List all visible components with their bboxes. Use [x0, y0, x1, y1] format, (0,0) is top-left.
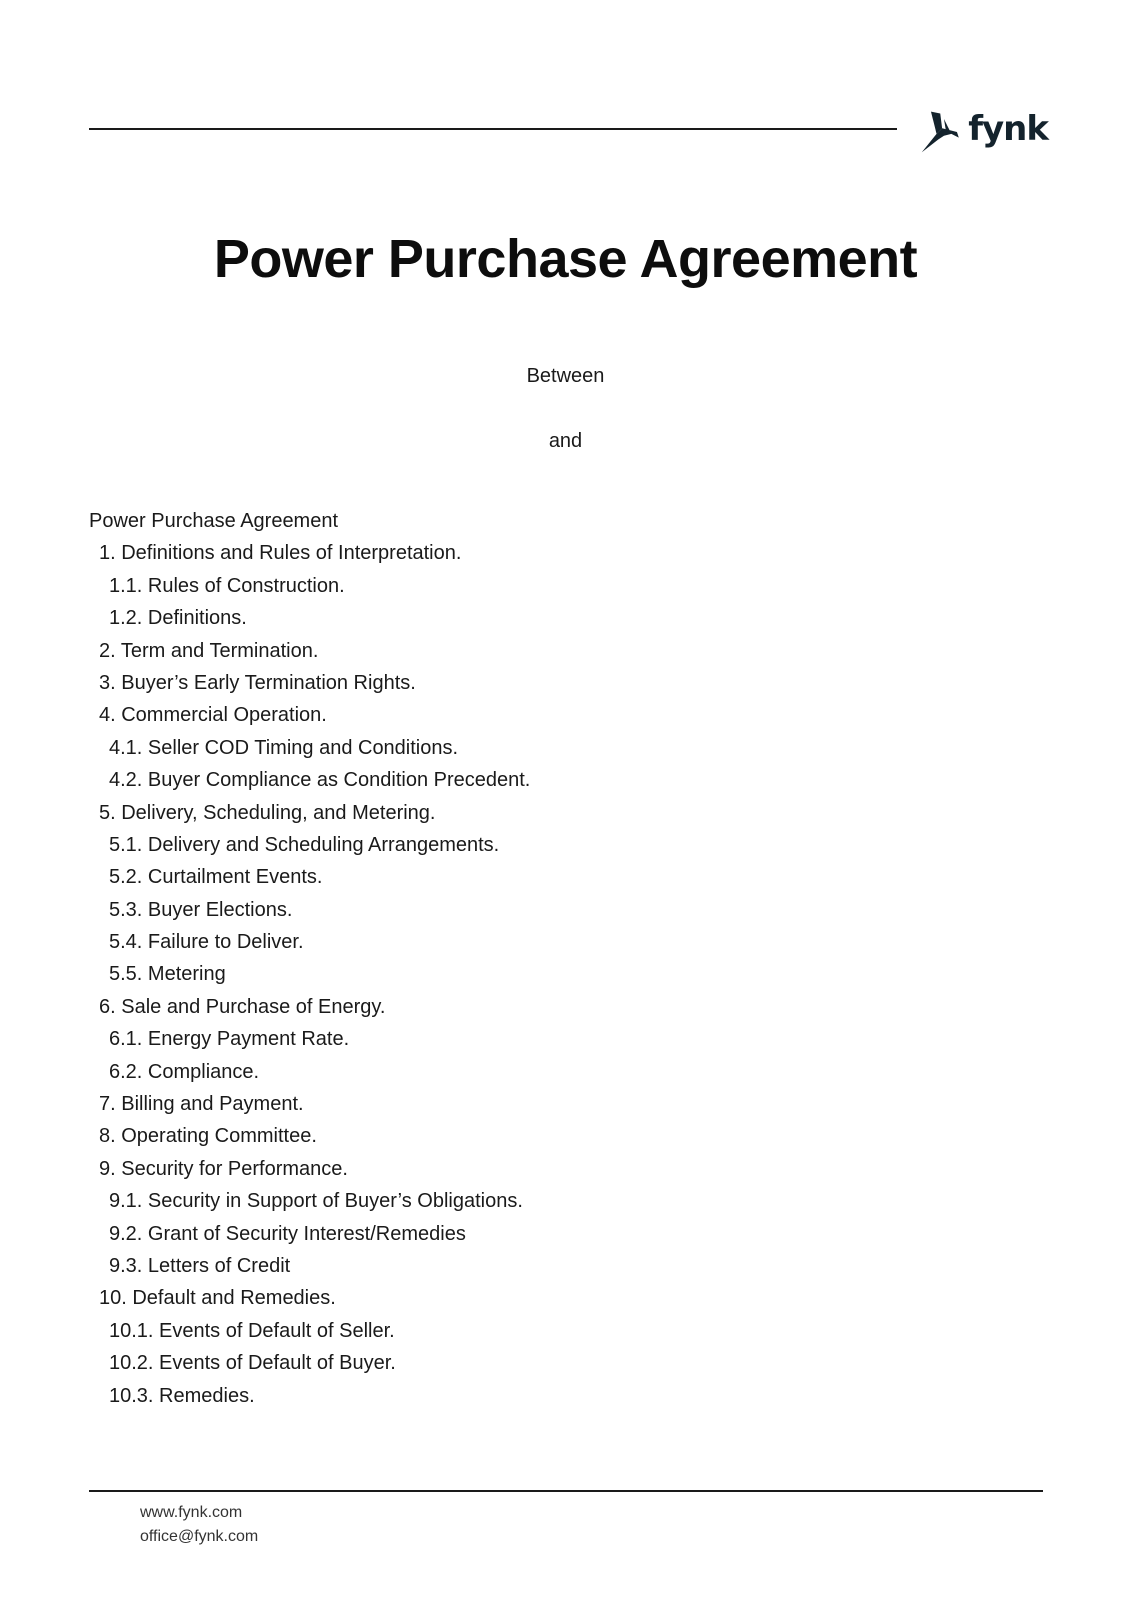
toc-section-item: 9. Security for Performance. — [99, 1157, 348, 1180]
document-title: Power Purchase Agreement — [213, 229, 918, 289]
toc-heading: Power Purchase Agreement — [89, 510, 339, 532]
toc-subsection-item: 1.2. Definitions. — [109, 607, 247, 630]
toc-section-item: 2. Term and Termination. — [99, 639, 319, 662]
and-label: and — [548, 430, 583, 452]
toc-subsection-item: 10.2. Events of Default of Buyer. — [109, 1352, 396, 1375]
toc-subsection-item: 9.3. Letters of Credit — [109, 1254, 291, 1277]
toc-subsection-item: 9.2. Grant of Security Interest/Remedies — [109, 1222, 466, 1245]
table-of-contents — [89, 505, 530, 1412]
toc-section-item: 4. Commercial Operation. — [99, 704, 327, 727]
toc-section-item: 5. Delivery, Scheduling, and Metering. — [99, 801, 436, 824]
toc-subsection-item: 10.1. Events of Default of Seller. — [109, 1319, 395, 1342]
toc-subsection-item: 1.1. Rules of Construction. — [109, 574, 345, 597]
footer-website: www.fynk.com — [140, 1504, 243, 1521]
toc-section-item: 6. Sale and Purchase of Energy. — [99, 995, 386, 1018]
toc-section-item: 1. Definitions and Rules of Interpretation. — [99, 542, 462, 565]
toc-subsection-item: 5.5. Metering — [109, 963, 226, 986]
fynk-wordmark: fynk — [968, 109, 1048, 149]
toc-subsection-item: 5.1. Delivery and Scheduling Arrangements. — [109, 833, 500, 856]
toc-subsection-item: 5.2. Curtailment Events. — [109, 866, 323, 889]
toc-subsection-item: 4.1. Seller COD Timing and Conditions. — [109, 736, 459, 759]
toc-section-item: 3. Buyer’s Early Termination Rights. — [99, 671, 416, 694]
footer-email: office@fynk.com — [140, 1528, 259, 1545]
between-label: Between — [526, 365, 605, 387]
fynk-logo — [918, 104, 1048, 160]
toc-subsection-item: 9.1. Security in Support of Buyer’s Obligations. — [109, 1190, 523, 1213]
toc-subsection-item: 4.2. Buyer Compliance as Condition Precedent. — [109, 769, 531, 792]
header-divider — [89, 128, 897, 130]
footer-divider — [89, 1490, 1043, 1492]
toc-section-item: 8. Operating Committee. — [99, 1125, 317, 1148]
toc-section-item: 7. Billing and Payment. — [99, 1093, 304, 1116]
toc-subsection-item: 5.4. Failure to Deliver. — [109, 931, 304, 954]
fynk-bird-icon — [918, 104, 966, 160]
toc-subsection-item: 6.2. Compliance. — [109, 1060, 260, 1083]
toc-subsection-item: 6.1. Energy Payment Rate. — [109, 1028, 350, 1051]
toc-subsection-item: 5.3. Buyer Elections. — [109, 898, 293, 921]
toc-section-item: 10. Default and Remedies. — [99, 1287, 336, 1310]
toc-subsection-item: 10.3. Remedies. — [109, 1384, 255, 1407]
